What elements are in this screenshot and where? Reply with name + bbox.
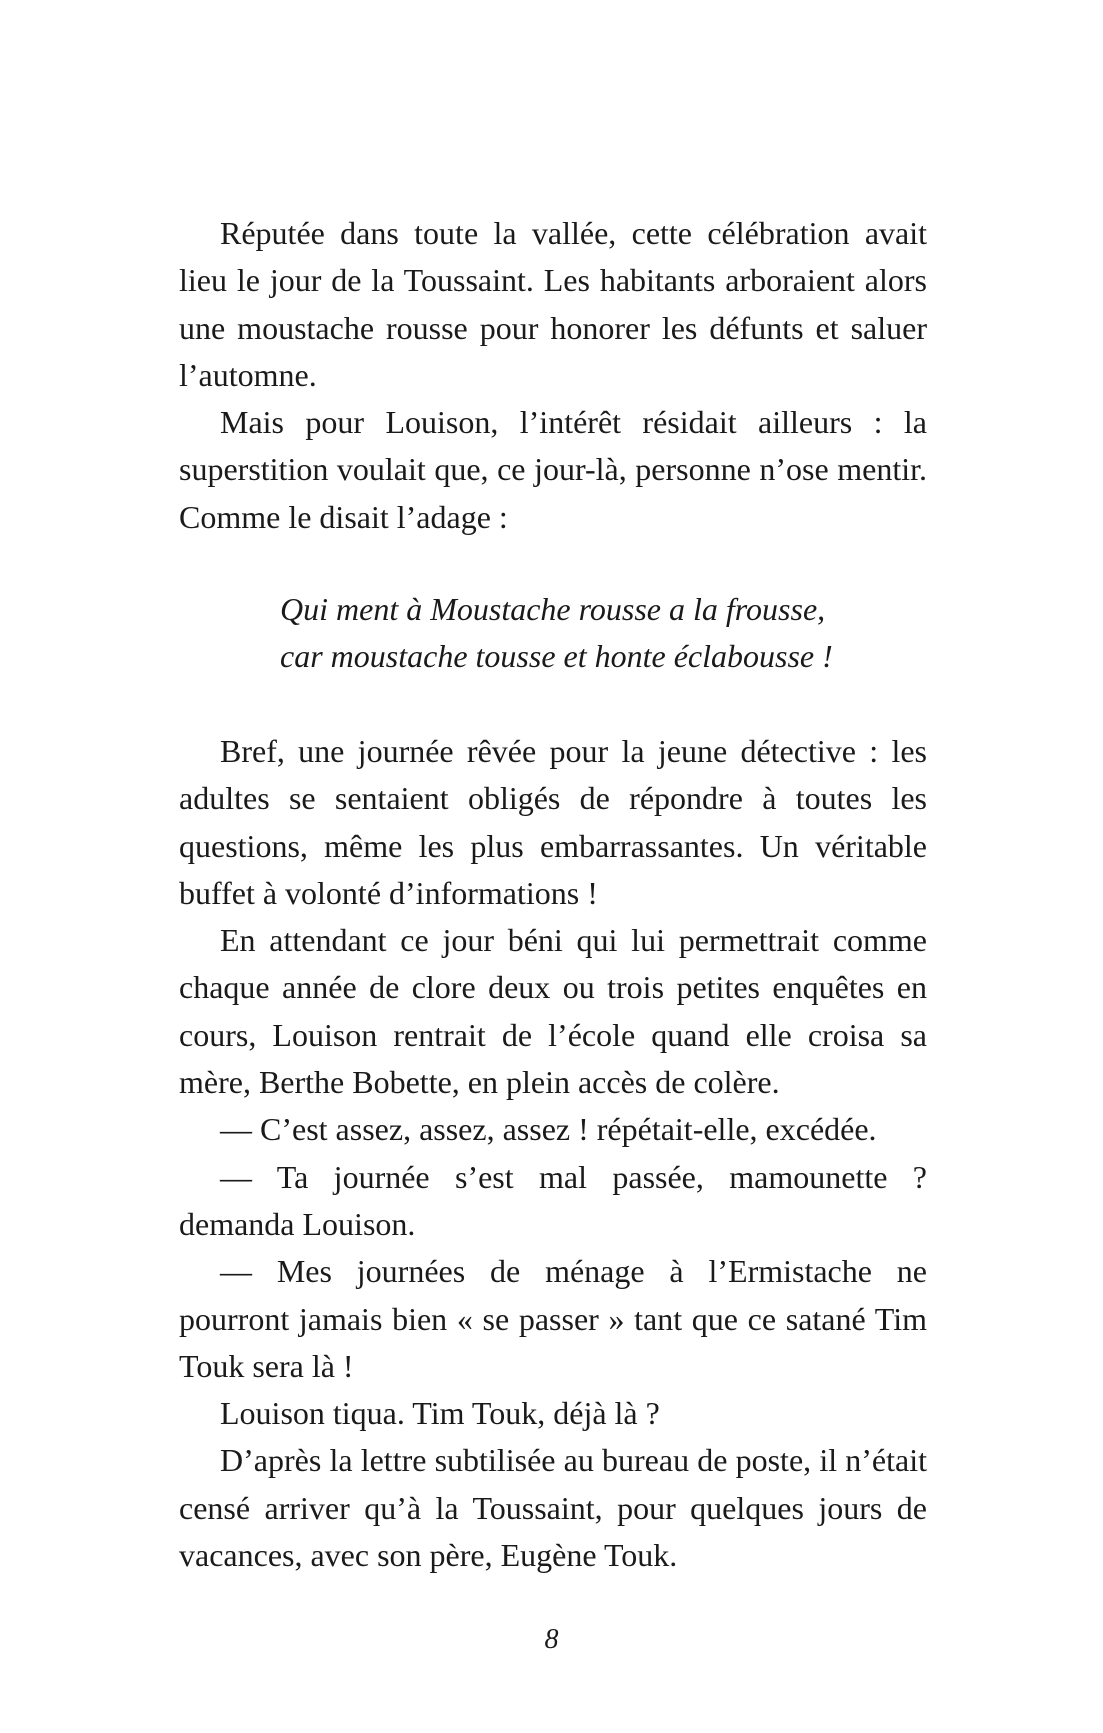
dialogue-line: — Ta journée s’est mal passée, mamounette ? demanda Louison. bbox=[179, 1158, 927, 1242]
verse-line: car moustache tousse et honte éclabousse ! bbox=[280, 638, 833, 675]
verse-line: Qui ment à Moustache rousse a la frousse, bbox=[280, 591, 826, 627]
paragraph: D’après la lettre subtilisée au bureau de poste, il n’était censé arriver qu’à la Toussaint, pour quelques jours de vacances, avec son père, Eugène Touk. bbox=[179, 1442, 927, 1574]
paragraph: Réputée dans toute la vallée, cette célébration avait lieu le jour de la Toussaint. Les habitants arboraient alors une moustache rousse pour honorer les défunts et saluer l’automne. bbox=[179, 215, 927, 393]
text-block-top bbox=[179, 210, 927, 541]
paragraph: Mais pour Louison, l’intérêt résidait ailleurs : la superstition voulait que, ce jour-là, personne n’ose mentir. Comme le disait l’adage : bbox=[179, 404, 927, 535]
text-block-bottom bbox=[179, 728, 927, 1579]
paragraph: Louison tiqua. Tim Touk, déjà là ? bbox=[220, 1395, 660, 1432]
dialogue-line: — Mes journées de ménage à l’Ermistache ne pourront jamais bien « se passer » tant que ce satané Tim Touk sera là ! bbox=[179, 1253, 927, 1384]
page-number: 8 bbox=[544, 1624, 559, 1655]
paragraph: Bref, une journée rêvée pour la jeune détective : les adultes se sentaient obligés de répondre à toutes les questions, même les plus embarrassantes. Un véritable buffet à volonté d’informations ! bbox=[179, 733, 927, 911]
paragraph: En attendant ce jour béni qui lui permettrait comme chaque année de clore deux ou trois petites enquêtes en cours, Louison rentrait de l’école quand elle croisa sa mère, Berthe Bobette, en plein accès de colère. bbox=[179, 922, 927, 1101]
verse-quote bbox=[280, 586, 940, 681]
dialogue-line: — C’est assez, assez, assez ! répétait-elle, excédée. bbox=[220, 1111, 877, 1148]
